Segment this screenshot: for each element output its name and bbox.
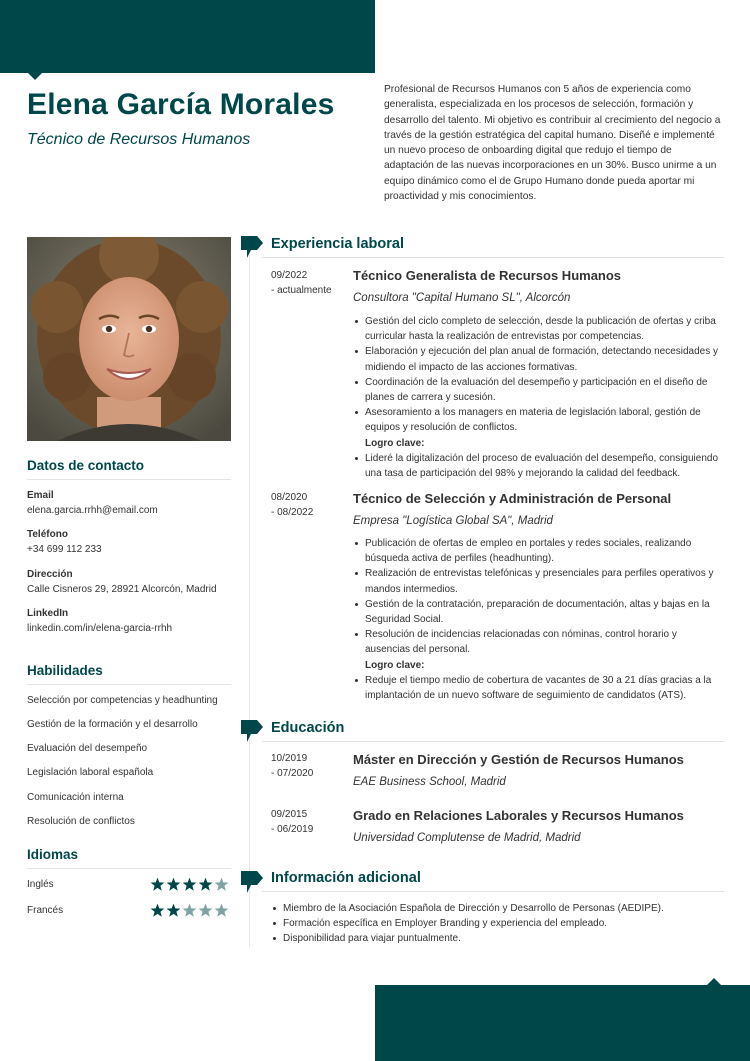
address-value: Calle Cisneros 29, 28921 Alcorcón, Madrid <box>27 584 217 595</box>
star-filled-icon <box>166 903 181 918</box>
skill-item: Selección por competencias y headhunting <box>27 695 218 706</box>
language-rating <box>150 903 229 918</box>
language-name: Francés <box>27 905 64 916</box>
star-filled-icon <box>166 877 181 892</box>
email-value[interactable]: elena.garcia.rrhh@email.com <box>27 505 158 516</box>
star-empty-icon <box>198 903 213 918</box>
education-date-start: 09/2015 <box>271 809 308 820</box>
language-name: Inglés <box>27 879 54 890</box>
education-date <box>271 751 313 781</box>
list-item: Publicación de ofertas de empleo en portales y redes sociales, realizando búsqueda activa de perfiles (headhunting). <box>353 536 719 566</box>
skills-heading: Habilidades <box>27 663 103 678</box>
email-label: Email <box>27 490 54 501</box>
job-bullets <box>353 314 719 481</box>
experience-heading: Experiencia laboral <box>271 236 404 252</box>
star-filled-icon <box>150 903 165 918</box>
header-band <box>0 0 375 73</box>
list-item: Disponibilidad para viajar puntualmente. <box>271 931 721 946</box>
header-notch <box>28 73 42 80</box>
list-item: Elaboración y ejecución del plan anual de formación, detectando necesidades y midiendo el impacto de las acciones formativas. <box>353 344 719 374</box>
school-name: Universidad Complutense de Madrid, Madrid <box>353 832 581 844</box>
experience-divider <box>262 257 724 258</box>
education-date-end: - 06/2019 <box>271 824 314 835</box>
candidate-role: Técnico de Recursos Humanos <box>27 131 251 148</box>
linkedin-label: LinkedIn <box>27 608 69 619</box>
profile-photo <box>27 237 231 441</box>
star-filled-icon <box>182 877 197 892</box>
portrait-image <box>27 237 231 441</box>
education-date-start: 10/2019 <box>271 753 308 764</box>
star-filled-icon <box>198 877 213 892</box>
education-heading: Educación <box>271 720 345 736</box>
column-divider <box>249 255 250 947</box>
skill-item: Resolución de conflictos <box>27 816 135 827</box>
star-filled-icon <box>150 877 165 892</box>
additional-heading: Información adicional <box>271 870 421 886</box>
section-marker-icon <box>241 871 263 893</box>
skills-divider <box>27 684 231 685</box>
language-rating <box>150 877 229 892</box>
list-item: Gestión del ciclo completo de selección, desde la publicación de ofertas y criba curricular hasta la realización de entrevistas por competencias. <box>353 314 719 344</box>
job-date <box>271 268 332 298</box>
contact-divider <box>27 479 231 480</box>
list-item: Coordinación de la evaluación del desempeño y participación en el diseño de planes de carrera y sucesión. <box>353 375 719 405</box>
job-date-start: 09/2022 <box>271 270 308 281</box>
section-marker-icon <box>241 236 263 258</box>
degree-title: Máster en Dirección y Gestión de Recursos Humanos <box>353 752 684 767</box>
contact-heading: Datos de contacto <box>27 458 145 473</box>
star-empty-icon <box>214 903 229 918</box>
section-marker-icon <box>241 720 263 742</box>
list-item: Miembro de la Asociación Española de Dirección y Desarrollo de Personas (AEDIPE). <box>271 901 721 916</box>
skill-item: Evaluación del desempeño <box>27 743 148 754</box>
skill-item: Comunicación interna <box>27 792 124 803</box>
school-name: EAE Business School, Madrid <box>353 776 506 788</box>
footer-notch <box>707 978 721 985</box>
additional-divider <box>262 891 724 892</box>
job-date <box>271 490 313 520</box>
profile-summary: Profesional de Recursos Humanos con 5 años de experiencia como generalista, especializada en los procesos de selección, formación y desarrollo del talento. Mi objetivo es contribuir al crecimiento del negocio a través de la gestión estratégica del capital humano. Diseñé e implementé un nuevo proceso de onboarding digital que redujo el tiempo de adaptación de las nuevas incorporaciones en un 30%. Busco unirme a un equipo dinámico como el de Grupo Humano donde pueda aportar mi proactividad y mis conocimientos. <box>384 84 721 203</box>
linkedin-value[interactable]: linkedin.com/in/elena-garcia-rrhh <box>27 623 173 634</box>
list-item: Realización de entrevistas telefónicas y presenciales para perfiles operativos y mandos intermedios. <box>353 566 719 596</box>
job-title: Técnico Generalista de Recursos Humanos <box>353 268 622 283</box>
footer-band <box>375 985 750 1061</box>
address-label: Dirección <box>27 569 73 580</box>
list-item: Resolución de incidencias relacionadas con nóminas, control horario y ausencias del personal. <box>353 627 719 657</box>
candidate-name: Elena García Morales <box>27 88 335 121</box>
degree-title: Grado en Relaciones Laborales y Recursos Humanos <box>353 808 684 823</box>
star-empty-icon <box>214 877 229 892</box>
job-bullets <box>353 536 719 703</box>
key-achievement-label: Logro clave: <box>365 659 425 671</box>
skill-item: Gestión de la formación y el desarrollo <box>27 719 198 730</box>
phone-label: Teléfono <box>27 529 68 540</box>
job-company: Empresa "Logística Global SA", Madrid <box>353 515 553 527</box>
education-date-end: - 07/2020 <box>271 768 314 779</box>
languages-divider <box>27 868 231 869</box>
list-item: Gestión de la contratación, preparación de documentación, altas y bajas en la Seguridad Social. <box>353 597 719 627</box>
job-date-end: - 08/2022 <box>271 507 314 518</box>
additional-list <box>271 901 721 947</box>
list-item: Reduje el tiempo medio de cobertura de vacantes de 30 a 21 días gracias a la implantación de un nuevo software de seguimiento de candidatos (ATS). <box>353 673 719 703</box>
job-date-start: 08/2020 <box>271 492 308 503</box>
skill-item: Legislación laboral española <box>27 767 154 778</box>
job-company: Consultora "Capital Humano SL", Alcorcón <box>353 292 571 304</box>
languages-heading: Idiomas <box>27 847 79 862</box>
list-item: Lideré la digitalización del proceso de evaluación del desempeño, consiguiendo una tasa de participación del 98% y mejorando la calidad del feedback. <box>353 451 719 481</box>
list-item: Asesoramiento a los managers en materia de legislación laboral, gestión de equipos y resolución de conflictos. <box>353 405 719 435</box>
job-date-end: - actualmente <box>271 285 332 296</box>
key-achievement-label: Logro clave: <box>365 437 425 449</box>
education-date <box>271 807 313 837</box>
star-empty-icon <box>182 903 197 918</box>
education-divider <box>262 741 724 742</box>
job-title: Técnico de Selección y Administración de Personal <box>353 491 672 506</box>
phone-value[interactable]: +34 699 112 233 <box>27 544 102 555</box>
list-item: Formación específica en Employer Branding y experiencia del empleado. <box>271 916 721 931</box>
